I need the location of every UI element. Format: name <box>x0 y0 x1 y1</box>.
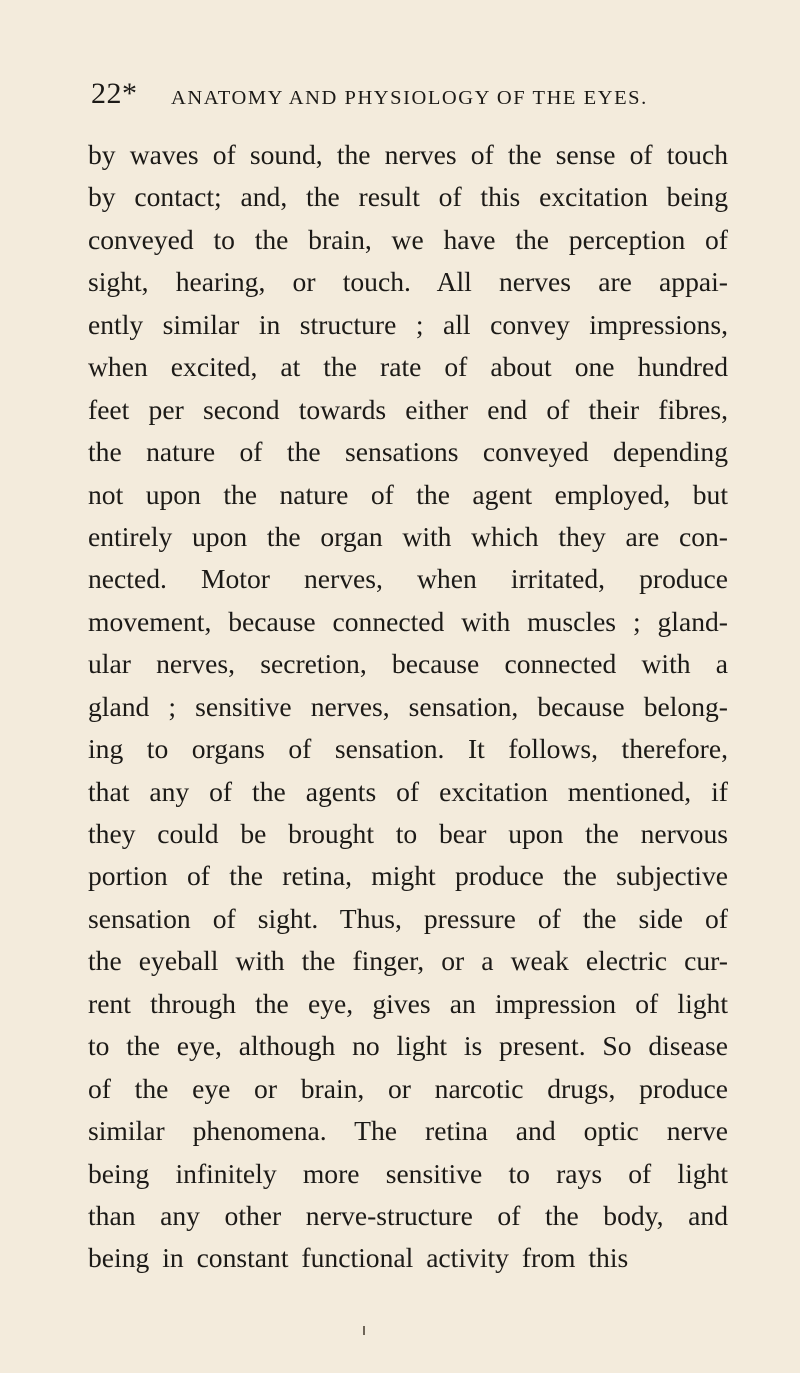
text-line: of the eye or brain, or narcotic drugs, produce <box>88 1072 728 1104</box>
text-line: being infinitely more sensitive to rays of light <box>88 1157 728 1189</box>
running-header <box>91 76 731 116</box>
text-line: to the eye, although no light is present. So disease <box>88 1030 728 1062</box>
text-line: that any of the agents of excitation mentioned, if <box>88 775 728 807</box>
text-line: when excited, at the rate of about one hundred <box>88 351 728 383</box>
text-line: being in constant functional activity from this <box>88 1242 629 1274</box>
text-line: ently similar in structure ; all convey impressions, <box>88 308 728 340</box>
text-line: similar phenomena. The retina and optic nerve <box>88 1115 728 1147</box>
text-line: entirely upon the organ with which they are con- <box>88 520 728 552</box>
text-line: conveyed to the brain, we have the perception of <box>88 223 728 255</box>
text-line: ing to organs of sensation. It follows, therefore, <box>88 733 728 765</box>
text-line: the nature of the sensations conveyed depending <box>88 436 728 468</box>
text-line: sensation of sight. Thus, pressure of the side of <box>88 902 728 934</box>
text-line: movement, because connected with muscles ; gland- <box>88 605 728 637</box>
text-line: ular nerves, secretion, because connected with a <box>88 648 728 680</box>
text-line: than any other nerve-structure of the body, and <box>88 1199 728 1231</box>
text-line: they could be brought to bear upon the nervous <box>88 818 728 849</box>
text-line: by waves of sound, the nerves of the sense of touch <box>88 139 728 170</box>
text-line: feet per second towards either end of their fibres, <box>88 393 728 425</box>
page-number: 22* <box>91 77 138 110</box>
print-speck <box>363 1326 365 1335</box>
text-line: portion of the retina, might produce the subjective <box>88 860 728 892</box>
text-line: not upon the nature of the agent employed, but <box>88 478 728 510</box>
text-line: the eyeball with the finger, or a weak electric cur- <box>88 945 728 977</box>
text-line: gland ; sensitive nerves, sensation, because belong- <box>88 690 728 722</box>
text-line: rent through the eye, gives an impression of light <box>88 987 728 1019</box>
body-text <box>88 134 728 1280</box>
running-title: ANATOMY AND PHYSIOLOGY OF THE EYES. <box>171 87 648 109</box>
text-line: sight, hearing, or touch. All nerves are appai- <box>88 266 728 298</box>
text-line: by contact; and, the result of this excitation being <box>88 181 728 213</box>
text-line: nected. Motor nerves, when irritated, produce <box>88 563 728 595</box>
